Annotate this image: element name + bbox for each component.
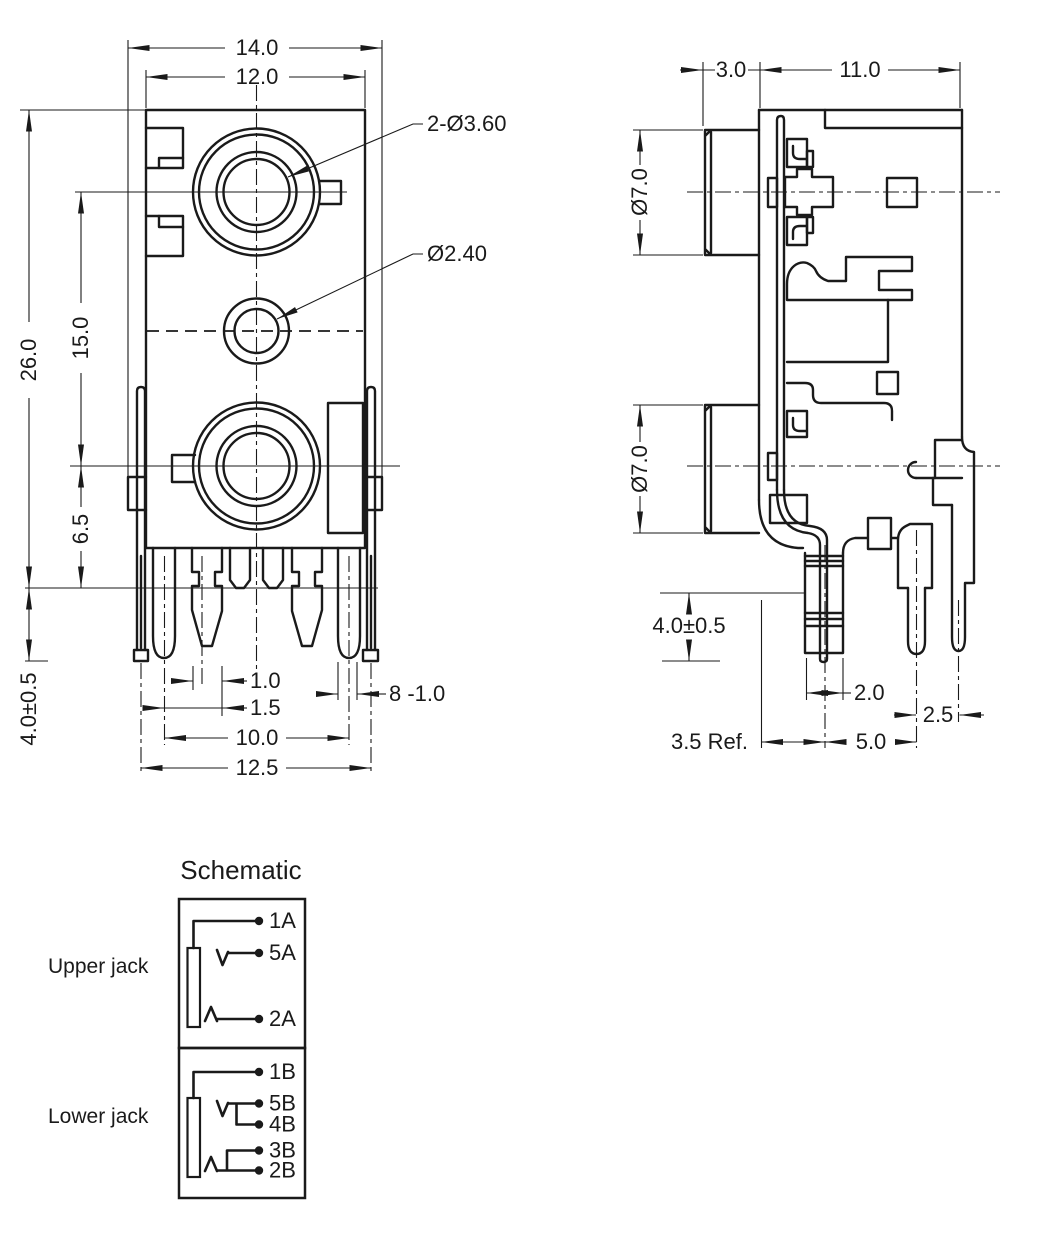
dim-flat-pin-width: 2.0 [854,680,885,705]
schematic-lower-box [179,1048,305,1198]
schematic-upper-box [179,899,305,1048]
upper-jack-label: Upper jack [48,955,149,978]
front-view [16,35,507,780]
schematic [48,855,305,1198]
pin-label-2B: 2B [269,1157,296,1183]
schematic-title: Schematic [180,855,302,885]
dim-lower-jack-to-base: 6.5 [68,513,93,545]
dim-rear-pin-gap: 2.5 [922,702,954,727]
callout-jack-bore: 2-Ø3.60 [427,111,507,136]
dim-upper-barrel-dia: Ø7.0 [627,168,652,216]
side-view-body [705,110,974,651]
dim-bracket-span: 12.5 [235,755,279,780]
front-view-body [128,110,382,661]
dim-body-depth: 11.0 [839,57,881,82]
dim-pin-span: 10.0 [235,725,279,750]
dim-pins-note: 8 -1.0 [389,681,446,706]
dim-pin-offset: 1.5 [250,695,281,720]
dim-pin-protrusion-side: 4.0±0.5 [652,613,726,638]
dim-body-width: 12.0 [235,64,279,89]
pin-label-5A: 5A [269,940,296,965]
dim-overall-height: 26.0 [16,338,41,382]
lower-jack-label: Lower jack [48,1105,149,1128]
pin-label-1B: 1B [269,1059,296,1084]
dim-jack-spacing: 15.0 [68,316,93,360]
pin-label-3B: 3B [269,1137,296,1163]
pin-label-1A: 1A [269,908,296,933]
dim-pin-protrusion-front: 4.0±0.5 [16,672,41,746]
dim-ref-offset: 3.5 Ref. [670,729,748,754]
dim-front-depth: 3.0 [715,57,747,82]
dim-pin-width: 1.0 [250,668,281,693]
side-view [627,57,1000,754]
dim-overall-width: 14.0 [235,35,279,60]
callout-center-hole: Ø2.40 [427,241,487,266]
front-view-centerlines [70,85,400,670]
pin-label-5B: 5B [269,1090,296,1116]
pin-label-4B: 4B [269,1111,296,1137]
dim-lower-barrel-dia: Ø7.0 [627,445,652,493]
dim-pin-spacing: 5.0 [855,729,887,754]
pin-label-2A: 2A [269,1006,296,1031]
